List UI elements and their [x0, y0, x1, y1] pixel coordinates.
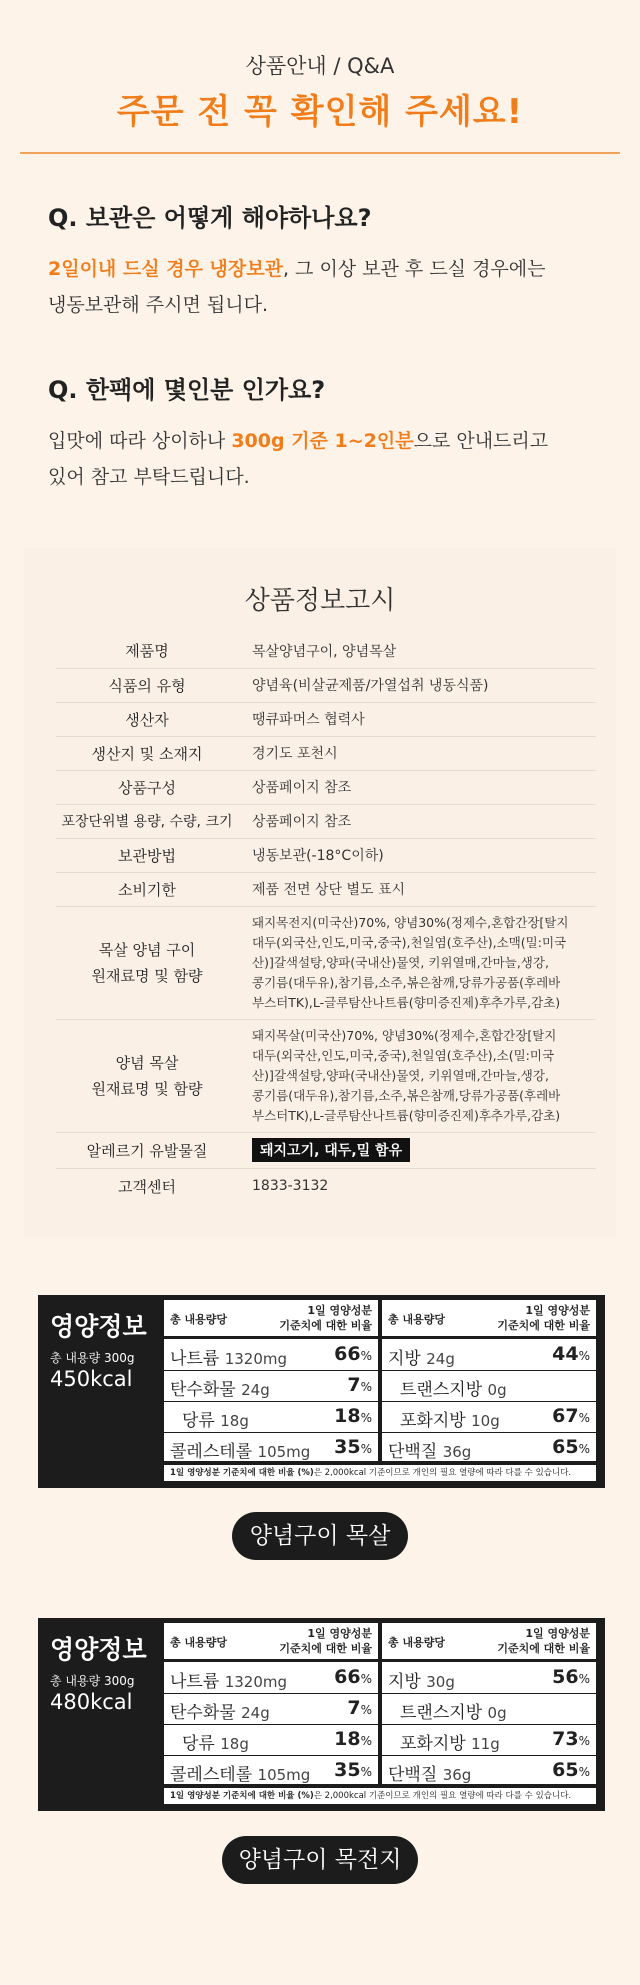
header-label — [497, 1303, 590, 1333]
footnote-bold: 1일 영양성분 기준치에 대한 비율 (%) — [170, 1468, 314, 1478]
info-key — [56, 1019, 238, 1132]
info-key: 제품명 — [56, 634, 238, 668]
nutrient-percent: 73% — [552, 1728, 590, 1750]
nutrient-name — [170, 1667, 287, 1692]
nutrient-row — [164, 1401, 378, 1433]
nutrient-row — [164, 1370, 378, 1402]
nutrition-column-header — [164, 1623, 378, 1662]
nutrient-percent: 56% — [552, 1666, 590, 1688]
qa-answer — [48, 251, 608, 323]
percent-value: 67 — [552, 1405, 579, 1427]
nutrition-column-left — [164, 1623, 378, 1784]
ingredient-line: 돼지목전지(미국산)70%, 양념30%(정제수,혼합간장[탈지 — [252, 914, 569, 930]
info-key: 식품의 유형 — [56, 668, 238, 702]
nutrient-percent: 66% — [334, 1343, 372, 1365]
nutrient-name — [388, 1667, 455, 1692]
qa-answer-highlight: 2일이내 드실 경우 냉장보관 — [48, 258, 283, 280]
table-row — [56, 736, 596, 770]
header-label-line: 기준치에 대한 비율 — [497, 1319, 590, 1332]
nutrient-row — [382, 1755, 596, 1786]
nutrient-name — [170, 1344, 287, 1369]
nutrient-percent: 18% — [334, 1405, 372, 1427]
nutrient-amount: 10g — [471, 1412, 500, 1430]
nutrient-row — [164, 1755, 378, 1786]
product-label-pill: 양념구이 목전지 — [222, 1836, 418, 1884]
header-title: 주문 전 꼭 확인해 주세요! — [116, 92, 524, 132]
nutrient-label: 탄수화물 — [170, 1703, 236, 1723]
qa-item-storage — [48, 198, 608, 323]
percent-value: 65 — [552, 1436, 579, 1458]
nutrient-percent: 66% — [334, 1666, 372, 1688]
info-value: 땡큐파머스 협력사 — [238, 702, 596, 736]
nutrient-name — [170, 1698, 270, 1723]
product-label-pill: 양념구이 목살 — [232, 1512, 408, 1560]
nutrition-column-header — [382, 1300, 596, 1339]
nutrition-panel — [38, 1295, 605, 1488]
nutrition-footnote — [164, 1465, 596, 1481]
qa-answer-text: 냉동보관해 주시면 됩니다. — [48, 294, 269, 316]
nutrient-amount: 0g — [487, 1704, 507, 1722]
nutrient-label: 콜레스테롤 — [170, 1442, 253, 1462]
nutrition-footnote — [164, 1788, 596, 1804]
nutrition-brand: 영양정보 — [50, 1635, 147, 1664]
info-key: 포장단위별 용량, 수량, 크기 — [56, 804, 238, 838]
nutrient-row — [382, 1724, 596, 1756]
nutrient-amount: 105mg — [257, 1766, 311, 1784]
nutrient-label: 당류 — [182, 1411, 215, 1431]
qa-answer-highlight: 300g 기준 1~2인분 — [231, 430, 414, 452]
table-row — [56, 668, 596, 702]
allergen-badge: 돼지고기, 대두,밀 함유 — [252, 1138, 410, 1162]
ingredient-line: 대두(외국산,인도,미국,중국),천일염(호주산),소맥(밀:미국 — [252, 934, 567, 950]
nutrition-brand: 영양정보 — [50, 1312, 147, 1341]
header-subtitle: 상품안내 / Q&A — [245, 54, 395, 78]
nutrient-row — [382, 1339, 596, 1371]
header-label-line: 1일 영양성분 — [525, 1627, 590, 1640]
table-row — [56, 702, 596, 736]
info-value — [238, 1019, 596, 1132]
header-label — [497, 1626, 590, 1656]
info-key-line: 목살 양념 구이 — [98, 940, 196, 959]
nutrient-label: 탄수화물 — [170, 1380, 236, 1400]
nutrient-label: 트랜스지방 — [400, 1703, 483, 1723]
header-label-line: 1일 영양성분 — [525, 1304, 590, 1317]
nutrient-percent: 44% — [552, 1343, 590, 1365]
qa-answer — [48, 423, 608, 495]
nutrition-grid — [164, 1623, 596, 1784]
info-value: 양념육(비살균제품/가열섭취 냉동식품) — [238, 668, 596, 702]
nutrition-column-right — [382, 1300, 596, 1461]
header-label-line: 기준치에 대한 비율 — [279, 1319, 372, 1332]
table-row — [56, 1132, 596, 1168]
table-row — [56, 872, 596, 906]
nutrient-row — [164, 1339, 378, 1371]
nutrient-percent: 65% — [552, 1436, 590, 1458]
nutrient-label: 단백질 — [388, 1442, 438, 1462]
ingredient-line: 콩기름(대두유),참기름,소주,볶은참깨,당류가공품(후레바 — [252, 1087, 561, 1103]
nutrient-label: 나트륨 — [170, 1349, 220, 1369]
nutrient-row — [382, 1693, 596, 1725]
percent-value: 65 — [552, 1759, 579, 1781]
table-row — [56, 804, 596, 838]
nutrition-grid — [164, 1300, 596, 1461]
nutrient-row — [382, 1662, 596, 1694]
table-row — [56, 1019, 596, 1132]
nutrient-label: 지방 — [388, 1672, 421, 1692]
nutrition-column-left — [164, 1300, 378, 1461]
info-value: 1833-3132 — [252, 1178, 329, 1195]
nutrient-amount: 30g — [426, 1673, 455, 1691]
nutrient-name — [182, 1406, 249, 1431]
table-row — [56, 838, 596, 872]
nutrient-amount: 24g — [426, 1350, 455, 1368]
info-key-line: 양념 목살 — [115, 1053, 179, 1072]
info-value: 목살양념구이, 양념목살 — [238, 634, 596, 668]
nutrient-amount: 1320mg — [224, 1673, 287, 1691]
info-key — [56, 906, 238, 1019]
nutrient-amount: 105mg — [257, 1443, 311, 1461]
nutrient-amount: 18g — [220, 1412, 249, 1430]
nutrient-amount: 11g — [471, 1735, 500, 1753]
info-value — [238, 906, 596, 1019]
nutrient-label: 포화지방 — [400, 1411, 466, 1431]
nutrition-total: 총 내용량 300g — [50, 1351, 135, 1365]
table-row — [56, 770, 596, 804]
table-row — [56, 906, 596, 1019]
table-row — [56, 1168, 596, 1204]
header-divider — [20, 152, 620, 154]
table-row — [56, 634, 596, 668]
qa-answer-text: 입맛에 따라 상이하나 — [48, 430, 232, 452]
nutrient-percent: 35% — [334, 1759, 372, 1781]
footnote-text: 은 2,000kcal 기준이므로 개인의 필요 열량에 따라 다를 수 있습니다. — [313, 1468, 572, 1478]
info-key: 보관방법 — [56, 838, 238, 872]
nutrient-percent: 7% — [347, 1374, 372, 1396]
nutrition-column-right — [382, 1623, 596, 1784]
info-key-line: 원재료명 및 함량 — [91, 966, 203, 985]
percent-value: 66 — [334, 1666, 361, 1688]
percent-value: 44 — [552, 1343, 579, 1365]
nutrient-row — [164, 1662, 378, 1694]
nutrient-percent: 65% — [552, 1759, 590, 1781]
percent-value: 73 — [552, 1728, 579, 1750]
qa-answer-text: 으로 안내드리고 — [413, 430, 549, 452]
nutrient-row — [382, 1401, 596, 1433]
header-label: 총 내용량당 — [170, 1313, 227, 1326]
info-value: 경기도 포천시 — [238, 736, 596, 770]
percent-value: 66 — [334, 1343, 361, 1365]
ingredient-line: 산)]갈색설탕,양파(국내산)물엿, 키위열매,간마늘,생강, — [252, 1067, 549, 1083]
nutrition-panel — [38, 1618, 605, 1811]
nutrient-name — [400, 1729, 500, 1754]
nutrient-label: 당류 — [182, 1734, 215, 1754]
percent-value: 35 — [334, 1759, 361, 1781]
nutrition-column-header — [164, 1300, 378, 1339]
ingredient-line: 부스터TK),L-글루탐산나트륨(향미증진제)후추가루,감초) — [252, 1107, 561, 1123]
nutrition-column-header — [382, 1623, 596, 1662]
nutrient-row — [382, 1432, 596, 1463]
nutrient-percent: 18% — [334, 1728, 372, 1750]
nutrient-row — [164, 1693, 378, 1725]
qa-answer-text: , 그 이상 보관 후 드실 경우에는 — [282, 258, 546, 280]
nutrient-name — [388, 1437, 471, 1462]
info-key-line: 원재료명 및 함량 — [91, 1079, 203, 1098]
nutrient-name — [170, 1760, 310, 1785]
nutrient-percent: 67% — [552, 1405, 590, 1427]
nutrient-percent: 35% — [334, 1436, 372, 1458]
qa-item-servings — [48, 370, 608, 495]
percent-value: 56 — [552, 1666, 579, 1688]
header-label-line: 기준치에 대한 비율 — [497, 1642, 590, 1655]
nutrient-amount: 36g — [442, 1443, 472, 1461]
nutrition-total: 총 내용량 300g — [50, 1674, 135, 1688]
nutrient-amount: 24g — [241, 1704, 270, 1722]
header-label — [279, 1626, 372, 1656]
info-key: 고객센터 — [118, 1177, 176, 1196]
percent-value: 18 — [334, 1728, 361, 1750]
nutrient-amount: 0g — [487, 1381, 507, 1399]
product-info-title: 상품정보고시 — [244, 586, 396, 616]
nutrition-kcal: 480kcal — [50, 1690, 133, 1714]
qa-question: Q. 보관은 어떻게 해야하나요? — [48, 204, 372, 232]
info-value: 제품 전면 상단 별도 표시 — [238, 872, 596, 906]
nutrient-amount: 24g — [241, 1381, 270, 1399]
nutrient-percent: 7% — [347, 1697, 372, 1719]
nutrient-row — [382, 1370, 596, 1402]
qa-answer-text: 있어 참고 부탁드립니다. — [48, 466, 250, 488]
footnote-text: 은 2,000kcal 기준이므로 개인의 필요 열량에 따라 다를 수 있습니다. — [313, 1791, 572, 1801]
product-info-table — [56, 634, 596, 1204]
info-value: 냉동보관(-18°C이하) — [238, 838, 596, 872]
ingredient-line: 부스터TK),L-글루탐산나트륨(향미증진제)후추가루,감초) — [252, 994, 561, 1010]
nutrient-name — [170, 1437, 310, 1462]
nutrient-name — [400, 1375, 507, 1400]
info-key: 생산자 — [56, 702, 238, 736]
nutrient-amount: 36g — [442, 1766, 472, 1784]
info-key: 생산지 및 소재지 — [56, 736, 238, 770]
ingredient-line: 돼지목살(미국산)70%, 양념30%(정제수,혼합간장[탈지 — [252, 1027, 557, 1043]
nutrient-name — [400, 1698, 507, 1723]
nutrient-label: 트랜스지방 — [400, 1380, 483, 1400]
qa-question: Q. 한팩에 몇인분 인가요? — [48, 376, 326, 404]
nutrient-label: 나트륨 — [170, 1672, 220, 1692]
header-label: 총 내용량당 — [170, 1636, 227, 1649]
percent-value: 7 — [347, 1374, 361, 1396]
info-key: 소비기한 — [56, 872, 238, 906]
info-key: 알레르기 유발물질 — [56, 1132, 238, 1168]
percent-value: 18 — [334, 1405, 361, 1427]
ingredient-line: 산)]갈색설탕,양파(국내산)물엿, 키위열매,간마늘,생강, — [252, 954, 549, 970]
nutrient-row — [164, 1432, 378, 1463]
nutrition-kcal: 450kcal — [50, 1367, 133, 1391]
nutrient-row — [164, 1724, 378, 1756]
info-value: 상품페이지 참조 — [238, 770, 596, 804]
nutrient-name — [400, 1406, 500, 1431]
nutrient-label: 포화지방 — [400, 1734, 466, 1754]
nutrient-label: 단백질 — [388, 1765, 438, 1785]
header-label-line: 1일 영양성분 — [307, 1627, 372, 1640]
nutrient-amount: 1320mg — [224, 1350, 287, 1368]
nutrient-name — [388, 1760, 471, 1785]
percent-value: 7 — [347, 1697, 361, 1719]
nutrient-label: 지방 — [388, 1349, 421, 1369]
info-key: 상품구성 — [56, 770, 238, 804]
nutrient-name — [388, 1344, 455, 1369]
ingredient-line: 콩기름(대두유),참기름,소주,볶은참깨,당류가공품(후레바 — [252, 974, 561, 990]
info-value: 상품페이지 참조 — [238, 804, 596, 838]
footnote-bold: 1일 영양성분 기준치에 대한 비율 (%) — [170, 1791, 314, 1801]
header-label-line: 기준치에 대한 비율 — [279, 1642, 372, 1655]
ingredient-line: 대두(외국산,인도,미국,중국),천일염(호주산),소(밀:미국 — [252, 1047, 555, 1063]
nutrient-name — [182, 1729, 249, 1754]
header-label: 총 내용량당 — [388, 1313, 445, 1326]
header-label-line: 1일 영양성분 — [307, 1304, 372, 1317]
nutrient-amount: 18g — [220, 1735, 249, 1753]
header-label — [279, 1303, 372, 1333]
info-value — [238, 1132, 596, 1168]
nutrient-label: 콜레스테롤 — [170, 1765, 253, 1785]
percent-value: 35 — [334, 1436, 361, 1458]
header-label: 총 내용량당 — [388, 1636, 445, 1649]
nutrient-name — [170, 1375, 270, 1400]
